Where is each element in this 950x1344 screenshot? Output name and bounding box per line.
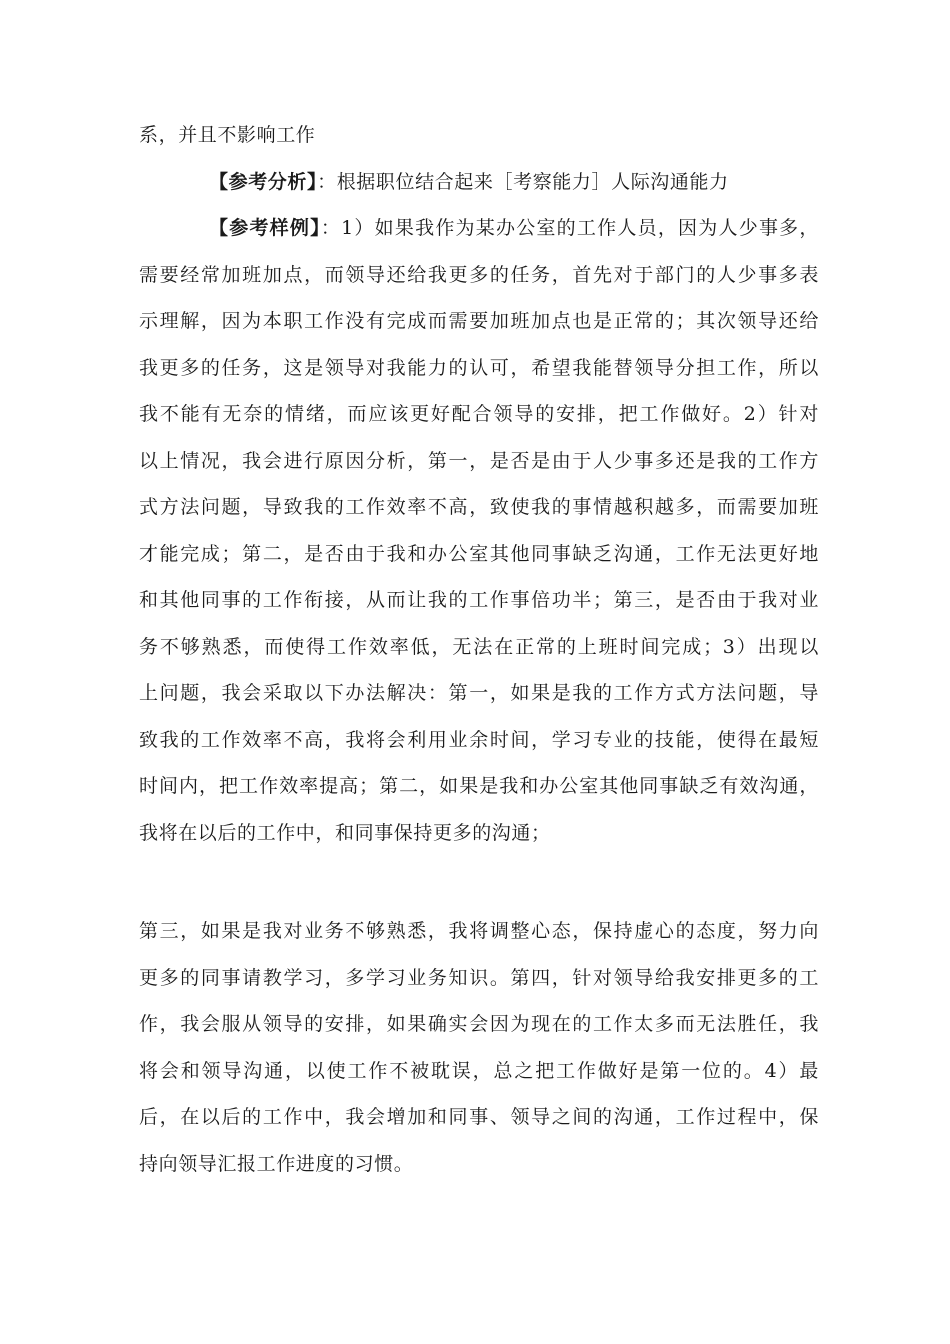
analysis-line bbox=[139, 159, 819, 206]
paragraph-line: 才能完成；第二，是否由于我和办公室其他同事缺乏沟通，工作无法更好地 bbox=[139, 542, 819, 565]
paragraph-line: 我将在以后的工作中，和同事保持更多的沟通； bbox=[139, 821, 551, 844]
paragraph-line: 将会和领导沟通，以使工作不被耽误，总之把工作做好是第一位的。4）最 bbox=[139, 1059, 819, 1082]
paragraph-line: 上问题，我会采取以下办法解决：第一，如果是我的工作方式方法问题，导 bbox=[139, 682, 819, 704]
analysis-text: ：根据职位结合起来［考察能力］人际沟通能力 bbox=[317, 170, 729, 193]
paragraph-line: 式方法问题，导致我的工作效率不高，致使我的事情越积越多，而需要加班 bbox=[139, 496, 819, 518]
paragraph-line: 时间内，把工作效率提高；第二，如果是我和办公室其他同事缺乏有效沟通， bbox=[139, 775, 819, 797]
sample-label: 【参考样例】 bbox=[209, 217, 321, 239]
analysis-label: 【参考分析】 bbox=[209, 170, 318, 193]
paragraph-line: 以上情况，我会进行原因分析，第一，是否是由于人少事多还是我的工作方 bbox=[139, 449, 819, 472]
paragraph-line: 示理解，因为本职工作没有完成而需要加班加点也是正常的；其次领导还给 bbox=[139, 310, 819, 332]
sample-first-line bbox=[139, 205, 819, 252]
paragraph-line: 务不够熟悉，而使得工作效率低，无法在正常的上班时间完成；3）出现以 bbox=[139, 635, 819, 658]
paragraph-line: 第三，如果是我对业务不够熟悉，我将调整心态，保持虚心的态度，努力向 bbox=[139, 920, 819, 942]
paragraph-line: 后，在以后的工作中，我会增加和同事、领导之间的沟通，工作过程中，保 bbox=[139, 1106, 819, 1128]
third-paragraph bbox=[139, 908, 819, 1187]
body-text bbox=[139, 112, 819, 856]
paragraph-line: 我更多的任务，这是领导对我能力的认可，希望我能替领导分担工作，所以 bbox=[139, 356, 819, 379]
paragraph-line: 致我的工作效率不高，我将会利用业余时间，学习专业的技能，使得在最短 bbox=[139, 728, 819, 751]
paragraph-line: 持向领导汇报工作进度的习惯。 bbox=[139, 1152, 414, 1175]
paragraph-line: 需要经常加班加点，而领导还给我更多的任务，首先对于部门的人少事多表 bbox=[139, 263, 819, 286]
paragraph-line: 和其他同事的工作衔接，从而让我的工作事倍功半；第三，是否由于我对业 bbox=[139, 589, 819, 611]
sample-text: ：1）如果我作为某办公室的工作人员，因为人少事多， bbox=[320, 217, 819, 239]
paragraph-line: 我不能有无奈的情绪，而应该更好配合领导的安排，把工作做好。2）针对 bbox=[139, 403, 819, 425]
paragraph-line: 系，并且不影响工作 bbox=[139, 124, 316, 146]
paragraph-line: 更多的同事请教学习，多学习业务知识。第四，针对领导给我安排更多的工 bbox=[139, 966, 819, 989]
paragraph-line: 作，我会服从领导的安排，如果确实会因为现在的工作太多而无法胜任，我 bbox=[139, 1013, 819, 1035]
